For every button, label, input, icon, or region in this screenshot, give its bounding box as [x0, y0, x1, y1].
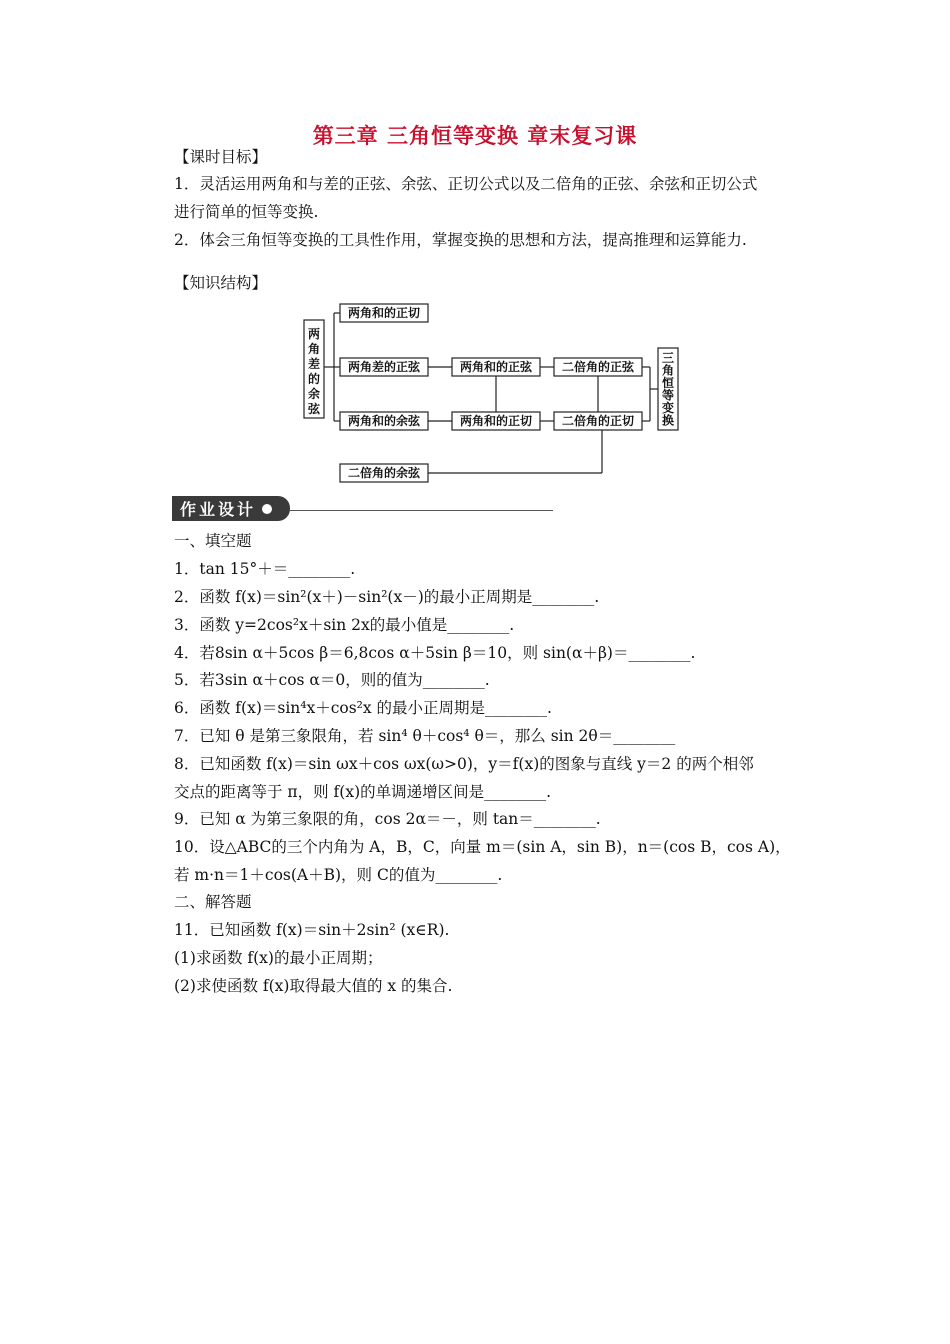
question-1: 1．tan 15°＋＝________. — [174, 560, 356, 578]
vright-char: 等 — [661, 388, 675, 403]
bullet-icon — [262, 504, 272, 514]
question-11: 11．已知函数 f(x)＝sin＋2sin² (x∈R). — [174, 921, 450, 939]
box-col3-0: 二倍角的正弦 — [561, 360, 635, 374]
vleft-char: 角 — [307, 342, 321, 356]
vleft-char: 弦 — [307, 402, 321, 416]
objective-2: 2．体会三角恒等变换的工具性作用，掌握变换的思想和方法，提高推理和运算能力. — [174, 231, 747, 249]
objective-1-line-2: 进行简单的恒等变换. — [174, 203, 319, 221]
vleft-char: 差 — [307, 357, 321, 371]
vright-char: 变 — [661, 401, 675, 415]
page-title: 第三章 三角恒等变换 章末复习课 — [312, 124, 638, 148]
solve-label: 二、解答题 — [174, 893, 252, 911]
homework-bar-label: 作业设计 — [180, 500, 257, 519]
question-8-line-2: 交点的距离等于 π，则 f(x)的单调递增区间是________. — [174, 783, 552, 801]
question-11-part-2: (2)求使函数 f(x)取得最大值的 x 的集合. — [174, 977, 453, 995]
left-box-label — [307, 326, 321, 416]
box-col1-0: 两角和的正切 — [347, 306, 421, 320]
vright-char: 角 — [661, 363, 675, 378]
fill-label: 一、填空题 — [174, 532, 252, 550]
question-5: 5．若3sin α＋cos α＝0，则的值为________. — [174, 671, 490, 689]
vleft-char: 余 — [307, 387, 321, 401]
vright-char: 恒 — [661, 376, 675, 390]
question-11-part-1: (1)求函数 f(x)的最小正周期； — [174, 949, 383, 967]
question-9: 9．已知 α 为第三象限的角，cos 2α＝－，则 tan＝________. — [174, 810, 601, 828]
question-8-line-1: 8．已知函数 f(x)＝sin ωx＋cos ωx(ω>0)，y＝f(x)的图象与直线 y＝2 的两个相邻 — [174, 755, 754, 773]
vleft-char: 的 — [307, 372, 321, 386]
box-col2-1: 两角和的正切 — [459, 414, 533, 428]
box-col1-3: 二倍角的余弦 — [347, 466, 421, 480]
box-col1-2: 两角和的余弦 — [347, 414, 421, 428]
question-10-line-1: 10．设△ABC的三个内角为 A，B，C，向量 m＝(sin A，sin B)，n＝(cos B，cos A)， — [174, 838, 791, 856]
knowledge-structure-diagram — [298, 296, 682, 486]
vright-char: 换 — [661, 413, 675, 428]
question-3: 3．函数 y=2cos²x＋sin 2x的最小值是________. — [174, 616, 515, 634]
question-4: 4．若8sin α＋5cos β＝6,8cos α＋5sin β＝10，则 sin(α＋β)＝________. — [174, 644, 696, 662]
question-7: 7．已知 θ 是第三象限角，若 sin⁴ θ＋cos⁴ θ＝，那么 sin 2θ＝________ — [174, 727, 676, 745]
vleft-char: 两 — [307, 327, 321, 341]
box-col3-1: 二倍角的正切 — [561, 414, 635, 428]
section-rule — [290, 510, 553, 511]
question-10-line-2: 若 m·n＝1＋cos(A＋B)，则 C的值为________. — [174, 866, 503, 884]
vright-char: 三 — [661, 351, 675, 365]
objectives-label: 【课时目标】 — [174, 148, 268, 166]
question-2: 2．函数 f(x)＝sin²(x＋)－sin²(x－)的最小正周期是________. — [174, 588, 600, 606]
objective-1-line-1: 1．灵活运用两角和与差的正弦、余弦、正切公式以及二倍角的正弦、余弦和正切公式 — [174, 175, 758, 193]
homework-bar — [172, 496, 290, 521]
right-box-label — [662, 351, 674, 428]
question-6: 6．函数 f(x)＝sin⁴x＋cos²x 的最小正周期是________. — [174, 699, 552, 717]
box-col1-1: 两角差的正弦 — [347, 360, 421, 374]
structure-label: 【知识结构】 — [174, 274, 268, 292]
box-col2-0: 两角和的正弦 — [459, 360, 533, 374]
